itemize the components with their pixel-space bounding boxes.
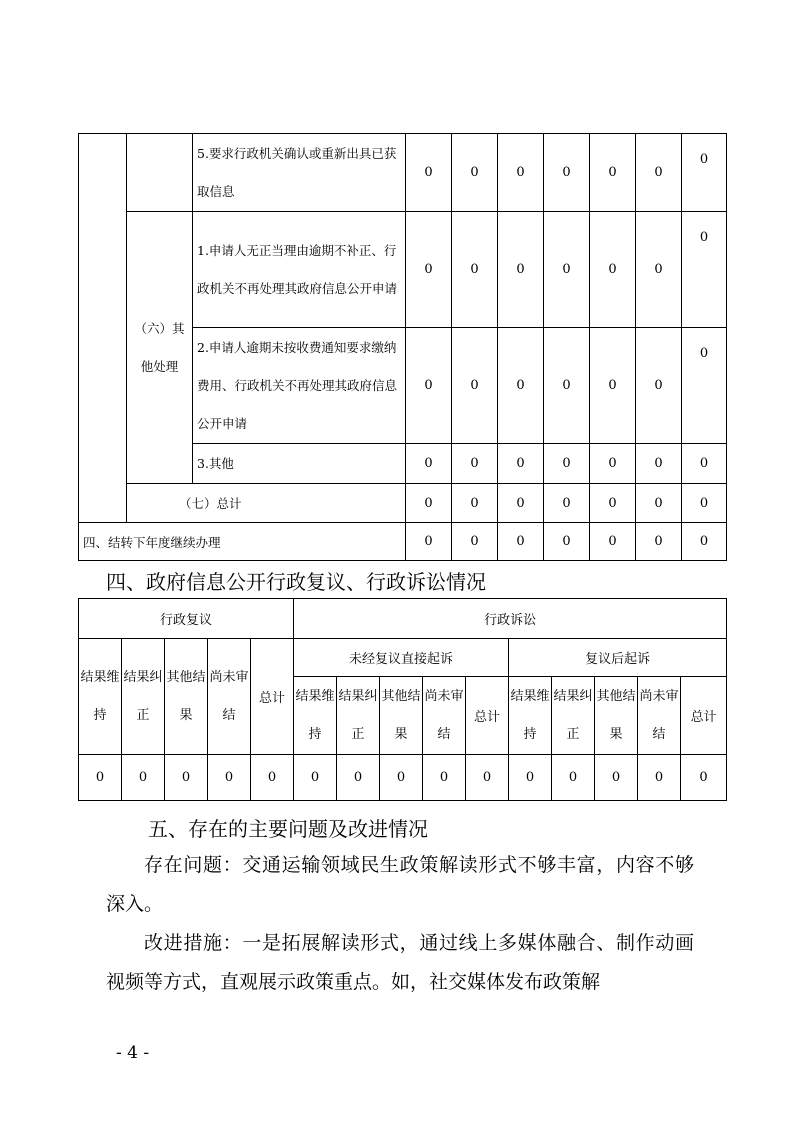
review-litigation-table: 行政复议 行政诉讼 结果维持 结果纠正 其他结果 尚未审结 总计 未经复议直接起诉 复议后起诉 结果维持 结果纠正 其他结果 尚未审结 总计 结果维持 结果纠正 其他结果 尚未审结 总计 0 0 0 0 0 0 0 0 0 0 0 0 0 0 0	[78, 598, 727, 801]
section-heading: 五、存在的主要问题及改进情况	[148, 817, 428, 841]
page-number: - 4 -	[116, 1043, 150, 1063]
section-heading: 四、政府信息公开行政复议、行政诉讼情况	[106, 570, 486, 594]
category-label: （六）其他处理	[127, 212, 193, 484]
outer-category-cell	[79, 134, 127, 523]
row-label: 3.其他	[193, 444, 406, 484]
row-label: 5.要求行政机关确认或重新出具已获取信息	[193, 134, 406, 212]
header-after: 复议后起诉	[509, 639, 727, 677]
statistics-table-continued: 5.要求行政机关确认或重新出具已获取信息 0 0 0 0 0 0 0 （六）其他处理 1.申请人无正当理由逾期不补正、行政机关不再处理其政府信息公开申请 0 0 0 0 0 0 0 2.申请人逾期未按收费通知要求缴纳费用、行政机关不再处理其政府信息公开申请 0 0 0 0 0 0 0 3.其他 0 0 0 0 0 0 0 （七）总计 0 0 0 0 0 0 0 四、结转下年度继续办理 0 0 0 0 0 0 0	[78, 133, 727, 561]
row-label: 1.申请人无正当理由逾期不补正、行政机关不再处理其政府信息公开申请	[193, 212, 406, 328]
problem-paragraph: 存在问题：交通运输领域民生政策解读形式不够丰富，内容不够深入。	[106, 854, 694, 915]
category-cell-blank	[127, 134, 193, 212]
header-susong: 行政诉讼	[294, 599, 727, 639]
header-direct: 未经复议直接起诉	[294, 639, 509, 677]
improvement-paragraph: 改进措施：一是拓展解读形式，通过线上多媒体融合、制作动画视频等方式，直观展示政策重点。如，社交媒体发布政策解	[106, 932, 694, 993]
header-fuyi: 行政复议	[79, 599, 294, 639]
total-label: （七）总计	[127, 484, 406, 523]
row-label: 2.申请人逾期未按收费通知要求缴纳费用、行政机关不再处理其政府信息公开申请	[193, 328, 406, 444]
carryover-label: 四、结转下年度继续办理	[79, 523, 406, 561]
